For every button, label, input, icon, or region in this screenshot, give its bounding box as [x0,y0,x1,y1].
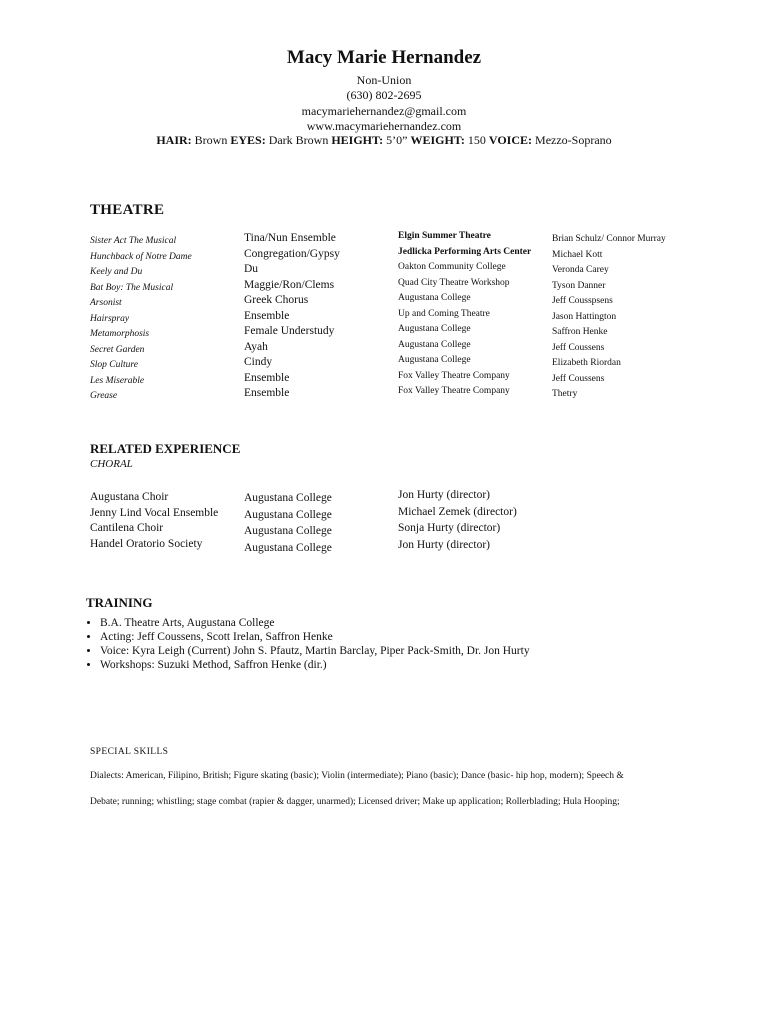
theatre-director: Saffron Henke [552,327,608,337]
website-url: www.macymariehernandez.com [306,119,462,133]
theatre-venue: Augustana College [398,293,471,303]
theatre-director: Jason Hattington [552,311,617,322]
height-value: 5’0” [386,133,408,147]
training-item: • B.A. Theatre Arts, Augustana College [100,616,530,630]
theatre-show: Les Miserable [90,375,145,386]
theatre-venue: Jedlicka Performing Arts Center [398,246,532,257]
eyes-label: EYES: [230,133,266,147]
theatre-role: Greek Chorus [244,294,309,306]
resume-name: Macy Marie Hernandez [286,47,482,68]
theatre-venue: Up and Coming Theatre [398,308,490,319]
theatre-director: Jeff Coussens [552,342,605,353]
choral-group: Handel Oratorio Society [90,537,203,550]
theatre-venue: Oakton Community College [398,262,506,272]
phone-number: (630) 802-2695 [346,88,422,102]
theatre-director: Tyson Danner [552,280,606,291]
training-item: • Acting: Jeff Coussens, Scott Irelan, Saffron Henke [100,630,530,644]
theatre-role: Tina/Nun Ensemble [244,232,336,244]
theatre-role: Ensemble [244,387,290,399]
theatre-show: Metamorphosis [90,329,150,339]
theatre-shows-column [90,234,192,405]
theatre-director: Jeff Cousspsens [552,296,613,306]
theatre-directors-column [552,232,666,403]
theatre-director: Elizabeth Riordan [552,358,621,368]
theatre-venue: Augustana College [398,324,471,334]
theatre-show: Secret Garden [90,344,145,355]
choral-venue: Augustana College [244,525,332,537]
training-heading: TRAINING [86,595,153,610]
training-item: • Workshops: Suzuki Method, Saffron Henke (dir.) [100,658,530,672]
physical-stats [0,133,768,148]
training-list [86,616,530,672]
choral-venue: Augustana College [244,492,332,504]
theatre-role: Ensemble [244,371,290,384]
theatre-role: Ensemble [244,309,290,322]
hair-value: Brown [194,133,228,147]
theatre-show: Keely and Du [90,267,143,277]
choral-groups-column [90,490,218,552]
choral-director: Jon Hurty (director) [398,489,490,501]
choral-subheading: CHORAL [90,458,133,470]
theatre-show: Arsonist [90,298,122,308]
weight-label: WEIGHT: [410,133,465,147]
height-label: HEIGHT: [331,133,384,147]
voice-value: Mezzo-Soprano [535,133,612,147]
choral-venue: Augustana College [244,508,332,521]
choral-director: Sonja Hurty (director) [398,522,501,534]
union-status: Non-Union [356,73,412,87]
theatre-venue: Augustana College [398,355,471,365]
theatre-director: Veronda Carey [552,265,609,275]
theatre-role: Congregation/Gypsy [244,247,340,260]
choral-group: Jenny Lind Vocal Ensemble [90,506,219,519]
theatre-show: Grease [90,391,118,401]
theatre-venue: Quad City Theatre Workshop [398,277,510,288]
theatre-venue: Fox Valley Theatre Company [398,386,510,396]
theatre-role: Ayah [244,340,268,353]
choral-venue: Augustana College [244,541,332,554]
theatre-show: Sister Act The Musical [90,236,177,246]
theatre-director: Michael Kott [552,249,603,260]
theatre-role: Du [244,263,259,275]
eyes-value: Dark Brown [268,133,329,147]
choral-venues-column [244,490,332,556]
choral-director: Jon Hurty (director) [398,538,490,551]
theatre-roles-column [244,231,340,402]
theatre-director: Brian Schulz/ Connor Murray [552,234,666,244]
theatre-show: Bat Boy: The Musical [90,282,174,293]
hair-label: HAIR: [156,133,192,147]
theatre-show: Hairspray [90,313,130,324]
theatre-role: Female Understudy [244,325,335,337]
theatre-heading: THEATRE [90,202,165,218]
related-experience-heading: RELATED EXPERIENCE [90,441,241,456]
theatre-role: Cindy [244,356,273,368]
email-address: macymariehernandez@gmail.com [301,104,467,118]
voice-label: VOICE: [488,133,533,147]
choral-directors-column [398,487,517,553]
choral-group: Augustana Choir [90,491,169,503]
weight-value: 150 [467,133,486,147]
special-skills-line-1: Dialects: American, Filipino, British; Figure skating (basic); Violin (intermediate); Piano (basic); Dance (basic- hip hop, modern); Speech & [90,771,624,781]
choral-director: Michael Zemek (director) [398,505,517,518]
theatre-show: Hunchback of Notre Dame [90,251,192,262]
theatre-venue: Augustana College [398,339,471,350]
theatre-show: Slop Culture [90,360,138,370]
special-skills-heading: SPECIAL SKILLS [90,747,169,757]
theatre-role: Maggie/Ron/Clems [244,278,335,291]
theatre-venue: Fox Valley Theatre Company [398,370,510,381]
theatre-venues-column [398,229,531,400]
choral-group: Cantilena Choir [90,522,164,534]
theatre-director: Thetry [552,389,578,399]
theatre-director: Jeff Coussens [552,373,605,384]
theatre-venue: Elgin Summer Theatre [398,231,491,241]
special-skills-line-2: Debate; running; whistling; stage combat (rapier & dagger, unarmed); Licensed driver; Make up application; Rollerblading; Hula Hooping; [90,797,620,807]
training-item: • Voice: Kyra Leigh (Current) John S. Pfautz, Martin Barclay, Piper Pack-Smith, Dr. Jon Hurty [100,644,530,658]
